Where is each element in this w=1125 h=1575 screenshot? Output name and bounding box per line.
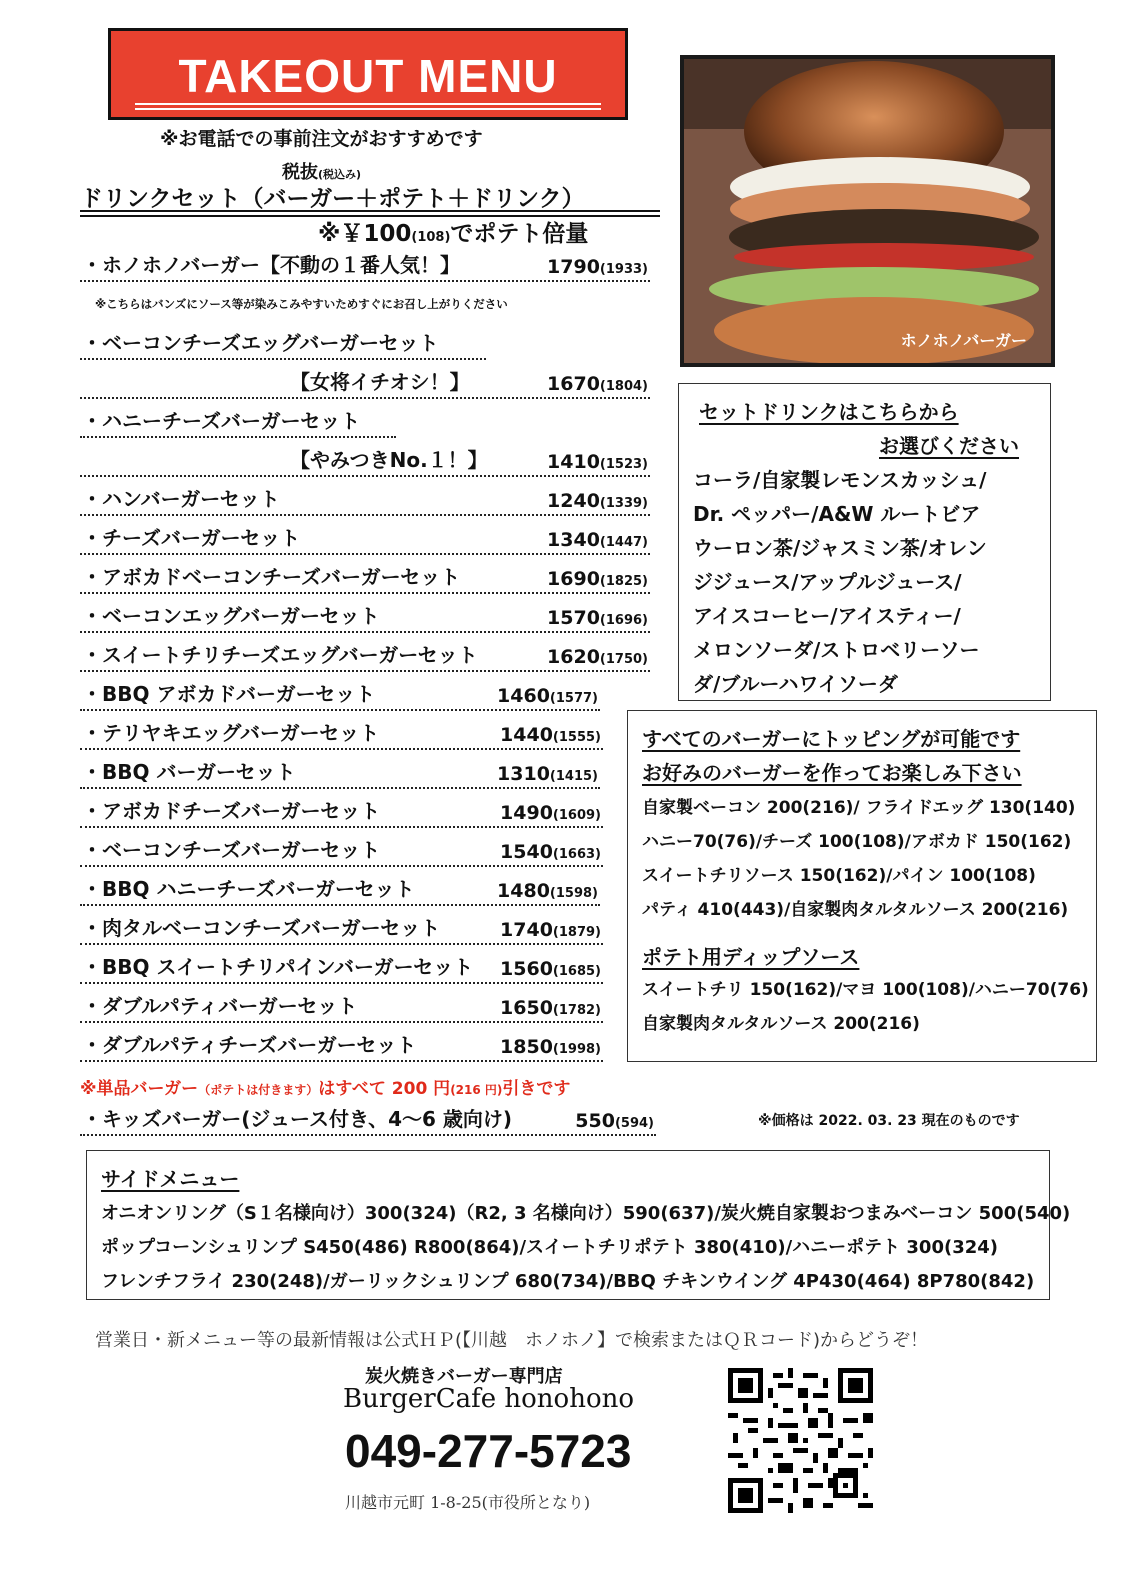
side-line: オニオンリング（S１名様向け）300(324)（R2, 3 名様向け）590(637)/炭火焼自家製おつまみベーコン 500(540) xyxy=(101,1203,1071,1224)
menu-item: ・ハニーチーズバーガーセット xyxy=(80,408,396,438)
side-menu-heading: サイドメニュー xyxy=(101,1167,240,1191)
qr-code[interactable] xyxy=(728,1368,873,1513)
menu-item: ・チーズバーガーセット 1340(1447) xyxy=(80,525,650,555)
shop-type: 炭火焼きバーガー専門店 xyxy=(365,1366,563,1387)
photo-caption: ホノホノバーガー xyxy=(900,331,1027,350)
menu-item: ・肉タルベーコンチーズバーガーセット 1740(1879) xyxy=(80,915,603,945)
topping-line: ハニー70(76)/チーズ 100(108)/アボカド 150(162) xyxy=(642,832,1072,852)
menu-item: ・ベーコンエッグバーガーセット 1570(1696) xyxy=(80,603,650,633)
shop-name: BurgerCafe honohono xyxy=(343,1384,635,1414)
menu-item: ・BBQ バーガーセット 1310(1415) xyxy=(80,759,600,789)
drink-heading: お選びください xyxy=(879,434,1019,458)
menu-item: ・テリヤキエッグバーガーセット 1440(1555) xyxy=(80,720,603,750)
price-date-note: ※価格は 2022. 03. 23 現在のものです xyxy=(758,1113,1020,1129)
page-title: TAKEOUT MENU xyxy=(178,50,558,102)
footer-info: 営業日・新メニュー等の最新情報は公式ＨＰ(【川越 ホノホノ】で検索またはＱＲコード)からどうぞ！ xyxy=(95,1330,929,1351)
burger-photo xyxy=(680,55,1055,367)
topping-line: スイートチリソース 150(162)/パイン 100(108) xyxy=(642,866,1036,886)
drink-line: ダ/ブルーハワイソーダ xyxy=(693,672,898,696)
title-underline xyxy=(135,103,601,105)
drink-line: コーラ/自家製レモンスカッシュ/ xyxy=(693,468,987,492)
menu-item: ・BBQ スイートチリパインバーガーセット 1560(1685) xyxy=(80,954,603,984)
drink-line: アイスコーヒー/アイスティー/ xyxy=(693,604,961,628)
shop-phone: 049-277-5723 xyxy=(345,1425,632,1477)
shop-address: 川越市元町 1-8-25(市役所となり) xyxy=(345,1493,591,1512)
menu-item: ・アボカドチーズバーガーセット 1490(1609) xyxy=(80,798,603,828)
drink-line: Dr. ペッパー/A&W ルートビア xyxy=(693,502,981,526)
tax-label: 税抜(税込み) xyxy=(282,162,362,183)
menu-item: 【女将イチオシ！】 1670(1804) xyxy=(80,369,650,399)
topping-box xyxy=(627,710,1097,1062)
single-burger-note: ※単品バーガー（ポテトは付きます）はすべて 200 円(216 円)引きです xyxy=(80,1079,571,1099)
burger-illustration xyxy=(684,59,1051,363)
menu-item: ・ホノホノバーガー【不動の１番人気！】 1790(1933) xyxy=(80,252,650,282)
menu-item: 【やみつきNo.１！】 1410(1523) xyxy=(80,447,650,477)
menu-item: ・BBQ アボカドバーガーセット 1460(1577) xyxy=(80,681,600,711)
drink-line: ジジュース/アップルジュース/ xyxy=(693,570,962,594)
dip-line: 自家製肉タルタルソース 200(216) xyxy=(642,1014,920,1034)
drink-heading: セットドリンクはこちらから xyxy=(699,400,959,424)
menu-item: ・BBQ ハニーチーズバーガーセット 1480(1598) xyxy=(80,876,600,906)
dip-heading: ポテト用ディップソース xyxy=(642,945,860,969)
menu-item: ・ダブルパティチーズバーガーセット 1850(1998) xyxy=(80,1032,603,1062)
title-underline xyxy=(135,108,601,110)
potato-double-note: ※￥100(108)でポテト倍量 xyxy=(318,221,589,247)
menu-item: ・スイートチリチーズエッグバーガーセット 1620(1750) xyxy=(80,642,650,672)
menu-item: ・ダブルパティバーガーセット 1650(1782) xyxy=(80,993,603,1023)
title-banner xyxy=(108,28,628,120)
set-drink-box xyxy=(678,383,1051,701)
side-line: ポップコーンシュリンプ S450(486) R800(864)/スイートチリポテト 380(410)/ハニーポテト 300(324) xyxy=(101,1237,999,1258)
side-line: フレンチフライ 230(248)/ガーリックシュリンプ 680(734)/BBQ チキンウイング 4P430(464) 8P780(842) xyxy=(101,1271,1035,1292)
menu-item: ・ハンバーガーセット 1240(1339) xyxy=(80,486,650,516)
menu-item: ・アボカドベーコンチーズバーガーセット 1690(1825) xyxy=(80,564,650,594)
phone-order-notice: ※お電話での事前注文がおすすめです xyxy=(160,128,483,150)
set-heading: ドリンクセット（バーガー＋ポテト＋ドリンク） xyxy=(80,180,660,217)
buns-note: ※こちらはバンズにソース等が染みこみやすいためすぐにお召し上がりください xyxy=(95,297,508,311)
side-menu-box xyxy=(86,1150,1071,1300)
topping-heading: すべてのバーガーにトッピングが可能です xyxy=(642,727,1021,751)
menu-item: ・ベーコンチーズエッグバーガーセット xyxy=(80,330,486,360)
drink-line: ウーロン茶/ジャスミン茶/オレン xyxy=(693,536,987,560)
topping-heading: お好みのバーガーを作ってお楽しみ下さい xyxy=(642,761,1022,785)
drink-line: メロンソーダ/ストロベリーソー xyxy=(693,638,980,662)
kids-menu-item: ・キッズバーガー(ジュース付き、4～6 歳向け) 550(594) xyxy=(80,1106,656,1136)
topping-line: 自家製ベーコン 200(216)/ フライドエッグ 130(140) xyxy=(642,798,1076,818)
dip-line: スイートチリ 150(162)/マヨ 100(108)/ハニー70(76) xyxy=(642,980,1089,1000)
topping-line: パティ 410(443)/自家製肉タルタルソース 200(216) xyxy=(642,900,1069,920)
set-heading-rule xyxy=(80,210,660,213)
menu-item: ・ベーコンチーズバーガーセット 1540(1663) xyxy=(80,837,603,867)
